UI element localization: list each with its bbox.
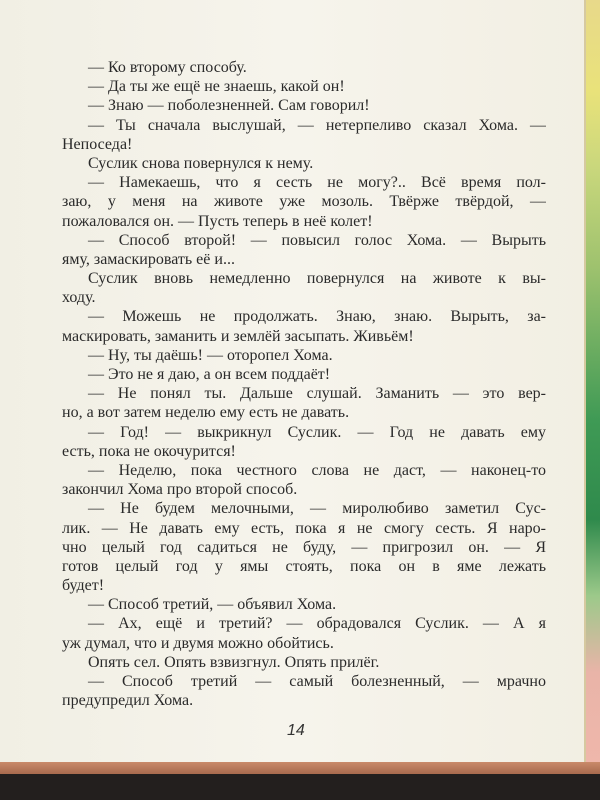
text-line: пожаловался он. — Пусть теперь в неё колет! — [62, 212, 373, 230]
text-line: — Ну, ты даёшь! — оторопел Хома. — [88, 346, 333, 364]
text-line: — Знаю — поболезненней. Сам говорил! — [88, 97, 370, 115]
text-line: — Способ третий — самый болезненный, — мрачно — [88, 673, 546, 690]
scan-background — [0, 774, 600, 800]
text-line: ходу. — [62, 289, 96, 307]
text-line: — Это не я даю, а он всем поддаёт! — [88, 366, 331, 383]
text-line: — Ты сначала выслушай, — нетерпеливо сказал Хома. — — [88, 116, 546, 134]
text-line: но, а вот затем неделю ему есть не давать. — [62, 404, 350, 422]
text-line: — Ах, ещё и третий? — обрадовался Суслик. — А я — [88, 615, 546, 633]
text-line: есть, пока не окочурится! — [62, 442, 236, 460]
text-line: — Не понял ты. Дальше слушай. Заманить — это вер- — [88, 385, 546, 403]
text-line: чно целый год садиться не буду, — пригрозил он. — Я — [62, 538, 546, 556]
text-line: — Способ третий, — объявил Хома. — [88, 596, 337, 614]
text-line: — Можешь не продолжать. Знаю, знаю. Вырыть, за- — [88, 308, 546, 326]
text-line: предупредил Хома. — [62, 692, 194, 710]
page-number: 14 — [287, 722, 305, 739]
text-line: — Год! — выкрикнул Суслик. — Год не давать ему — [88, 423, 546, 441]
text-line: закончил Хома про второй способ. — [62, 481, 298, 499]
text-line: лик. — Не давать ему есть, пока я не смогу сесть. Я наро- — [62, 519, 546, 537]
text-line: — Ко второму способу. — [88, 59, 247, 76]
text-line: заю, у меня на животе уже мозоль. Твёрже твёрдой, — — [62, 193, 546, 211]
text-line: будет! — [62, 577, 105, 595]
text-line: — Неделю, пока честного слова не даст, — наконец-то — [88, 461, 546, 479]
text-line: готов целый год у ямы стоять, пока он в яме лежать — [62, 557, 546, 575]
text-line: — Намекаешь, что я сесть не могу?.. Всё время пол- — [88, 174, 546, 192]
text-line: уж думал, что и двумя можно обойтись. — [62, 634, 334, 652]
text-line: Суслик вновь немедленно повернулся на животе к вы- — [88, 270, 546, 288]
text-line: Суслик снова повернулся к нему. — [88, 154, 314, 172]
text-line: Непоседа! — [62, 135, 133, 153]
text-line: — Да ты же ещё не знаешь, какой он! — [88, 78, 345, 96]
text-line: яму, замаскировать её и... — [62, 250, 235, 268]
body-text — [62, 58, 546, 710]
text-line: маскировать, заманить и землёй засыпать. Живьём! — [62, 327, 414, 345]
text-line: Опять сел. Опять взвизгнул. Опять прилёг. — [88, 653, 380, 671]
book-cover-edge — [0, 762, 600, 774]
next-page-illustration-edge — [584, 0, 600, 764]
text-line: — Способ второй! — повысил голос Хома. — Вырыть — [88, 231, 546, 249]
text-line: — Не будем мелочными, — миролюбиво заметил Сус- — [88, 500, 546, 518]
